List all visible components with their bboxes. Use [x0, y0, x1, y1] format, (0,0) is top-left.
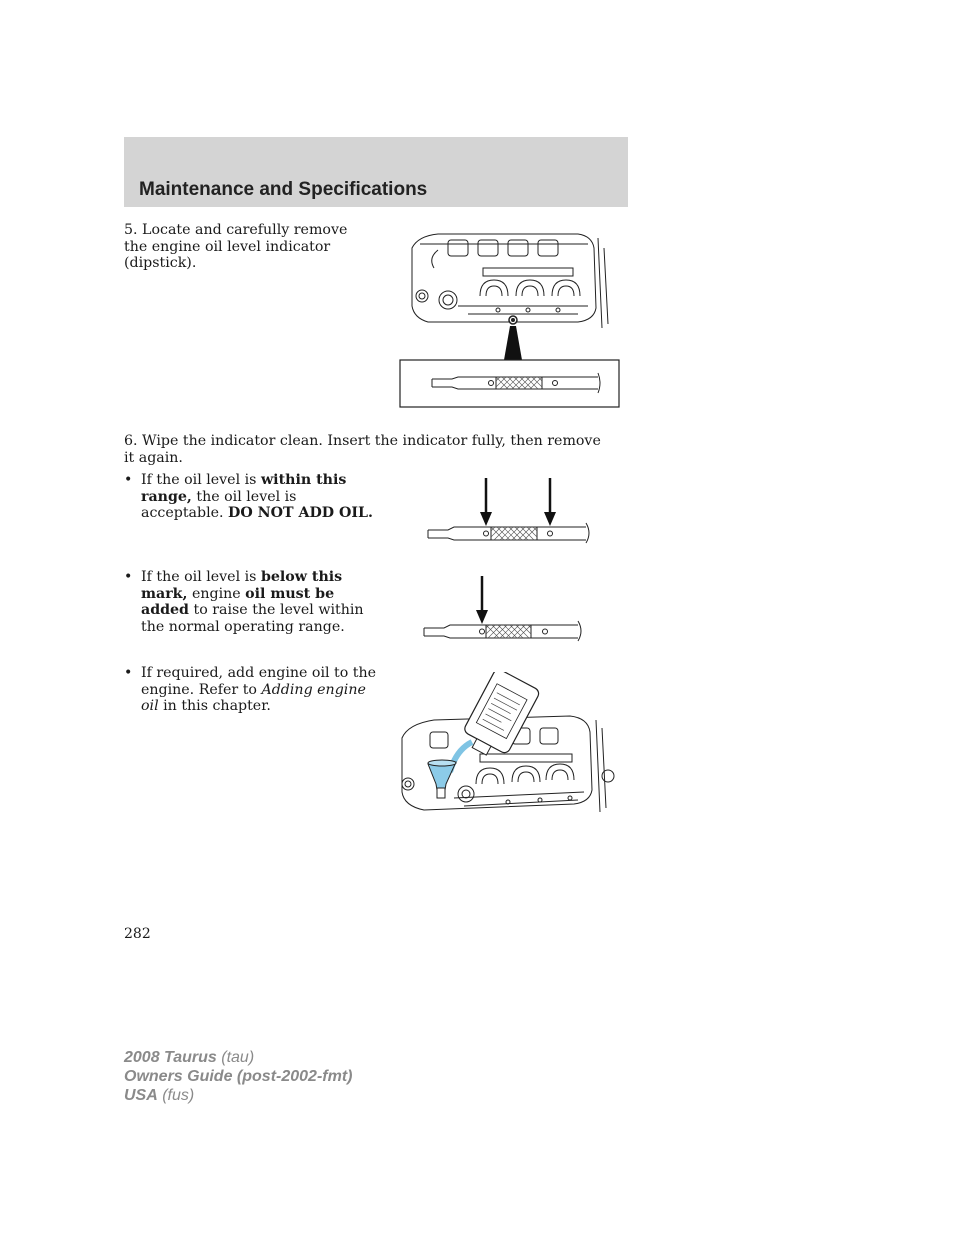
bullet-within-range	[124, 472, 384, 524]
footer-line-model: 2008 Taurus (tau)	[124, 1049, 255, 1066]
bullet-text: If required, add engine oil to the engine. Refer to Adding engine oil in this chapter.	[141, 665, 377, 714]
step-5-text: 5. Locate and carefully remove the engine oil level indicator (dipstick).	[124, 222, 348, 271]
bullet-text: If the oil level is below this mark, engine oil must be added to raise the level within the normal operating range.	[141, 569, 364, 635]
section-title: Maintenance and Specifications	[139, 179, 428, 200]
engine-dipstick-location-illustration	[398, 228, 620, 410]
bullet-below-mark	[124, 569, 384, 639]
page-number: 282	[124, 926, 151, 942]
adding-engine-oil-illustration	[394, 672, 624, 822]
bullet-dot: •	[124, 472, 133, 488]
footer-line-guide: Owners Guide (post-2002-fmt)	[124, 1068, 353, 1085]
dipstick-below-mark-illustration	[420, 574, 590, 644]
step-6-text: 6. Wipe the indicator clean. Insert the indicator fully, then remove it again.	[124, 433, 601, 466]
bullet-text: If the oil level is within this range, the oil level is acceptable. DO NOT ADD OIL.	[141, 472, 373, 521]
footer-line-region: USA (fus)	[124, 1087, 195, 1104]
document-footer	[124, 1048, 352, 1105]
bullet-dot: •	[124, 569, 133, 585]
bullet-add-oil	[124, 665, 384, 717]
bullet-dot: •	[124, 665, 133, 681]
section-header-band	[124, 137, 628, 207]
dipstick-within-range-illustration	[424, 476, 594, 546]
